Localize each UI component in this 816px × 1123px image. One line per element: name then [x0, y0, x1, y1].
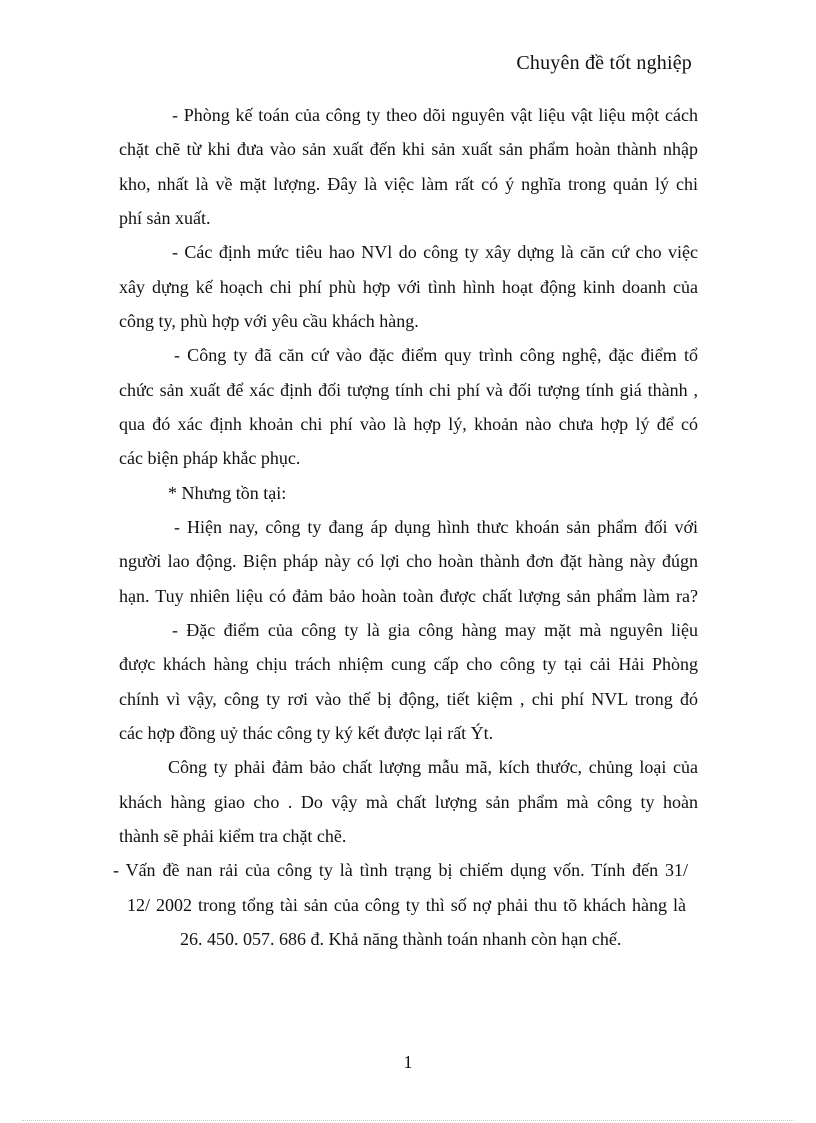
body-line: - Vấn đề nan rải của công ty là tình trạng bị chiếm dụng vốn. Tính đến 31/ [113, 860, 688, 880]
body-line: qua đó xác định khoản chi phí vào là hợp lý, khoản nào chưa hợp lý để có [119, 414, 698, 434]
body-line: - Phòng kế toán của công ty theo dõi nguyên vật liệu vật liệu một cách [172, 105, 698, 125]
body-line: phí sản xuất. [119, 208, 211, 228]
body-line: xây dựng kế hoạch chi phí phù hợp với tình hình hoạt động kinh doanh của [119, 277, 698, 297]
body-line: chính vì vậy, công ty rơi vào thế bị động, tiết kiệm , chi phí NVL trong đó [119, 689, 698, 709]
body-line: chức sản xuất để xác định đối tượng tính chi phí và đối tượng tính giá thành , [119, 380, 698, 400]
body-line: các biện pháp khắc phục. [119, 448, 301, 468]
body-line: thành sẽ phải kiểm tra chặt chẽ. [119, 826, 347, 846]
page-header-title: Chuyên đề tốt nghiệp [516, 52, 692, 74]
body-line: 12/ 2002 trong tổng tài sản của công ty thì số nợ phải thu tõ khách hàng là [127, 895, 686, 915]
footer-divider [22, 1120, 794, 1121]
body-line: - Công ty đã căn cứ vào đặc điểm quy trình công nghệ, đặc điểm tổ [174, 345, 698, 365]
body-line: - Hiện nay, công ty đang áp dụng hình thưc khoán sản phẩm đối với [174, 517, 698, 537]
body-line: Công ty phải đảm bảo chất lượng mẫu mã, kích thước, chủng loại của [168, 757, 698, 777]
body-line: 26. 450. 057. 686 đ. Khả năng thành toán nhanh còn hạn chế. [180, 929, 622, 949]
body-line: người lao động. Biện pháp này có lợi cho hoàn thành đơn đặt hàng này đúgn [119, 551, 698, 571]
body-line: công ty, phù hợp với yêu cầu khách hàng. [119, 311, 419, 331]
body-line: chặt chẽ từ khi đưa vào sản xuất đến khi sản xuất sản phẩm hoàn thành nhập [119, 139, 698, 159]
body-line: khách hàng giao cho . Do vậy mà chất lượng sản phẩm mà công ty hoàn [119, 792, 698, 812]
body-line: - Các định mức tiêu hao NVl do công ty xây dựng là căn cứ cho việc [172, 242, 698, 262]
body-line: các hợp đồng uỷ thác công ty ký kết được lại rất Ýt. [119, 723, 494, 743]
body-line: - Đặc điểm của công ty là gia công hàng may mặt mà nguyên liệu [172, 620, 698, 640]
body-line: kho, nhất là về mặt lượng. Đây là việc làm rất có ý nghĩa trong quản lý chi [119, 174, 698, 194]
body-line: được khách hàng chịu trách nhiệm cung cấp cho công ty tại cải Hải Phòng [119, 654, 698, 674]
section-heading: * Nhưng tồn tại: [168, 483, 287, 503]
body-line: hạn. Tuy nhiên liệu có đảm bảo hoàn toàn được chất lượng sản phẩm làm ra? [119, 586, 698, 606]
page-number: 1 [403, 1052, 413, 1072]
